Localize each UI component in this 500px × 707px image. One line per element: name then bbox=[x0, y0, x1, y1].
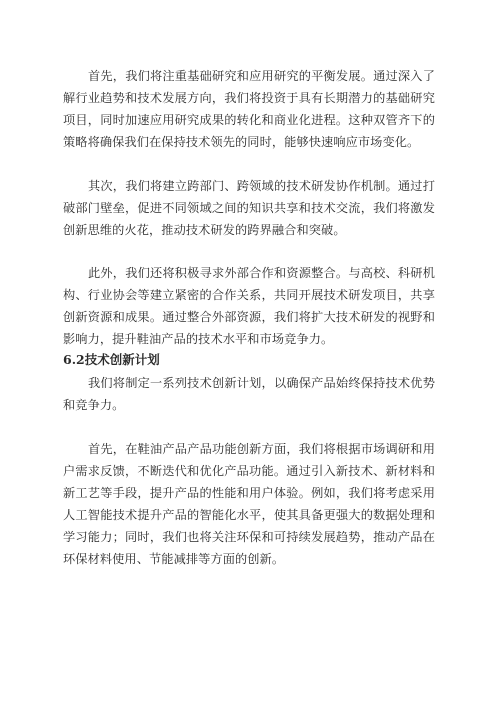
body-paragraph-basic-research: 首先，我们将注重基础研究和应用研究的平衡发展。通过深入了解行业趋势和技术发展方向，我们将投资于具有长期潜力的基础研究项目，同时加速应用研究成果的转化和商业化进程。这种双管齐下的策略将确保我们在保持技术领先的同时，能够快速响应市场变化。 bbox=[63, 69, 435, 149]
body-paragraph-product-function-innovation: 首先，在鞋油产品产品功能创新方面，我们将根据市场调研和用户需求反馈，不断迭代和优化产品功能。通过引入新技术、新材料和新工艺等手段，提升产品的性能和用户体验。例如，我们将考虑采用人工智能技术提升产品的智能化水平，使其具备更强大的数据处理和学习能力；同时，我们也将关注环保和可持续发展趋势，推动产品在环保材料使用、节能减排等方面的创新。 bbox=[63, 442, 435, 566]
body-paragraph-innovation-plan-intro: 我们将制定一系列技术创新计划，以确保产品始终保持技术优势和竞争力。 bbox=[63, 376, 435, 412]
body-paragraph-collaboration: 其次，我们将建立跨部门、跨领域的技术研发协作机制。通过打破部门壁垒，促进不同领域之间的知识共享和技术交流，我们将激发创新思维的火花，推动技术研发的跨界融合和突破。 bbox=[63, 179, 435, 237]
section-heading: 6.2技术创新计划 bbox=[63, 352, 160, 367]
body-paragraph-external-cooperation: 此外，我们还将积极寻求外部合作和资源整合。与高校、科研机构、行业协会等建立紧密的合作关系，共同开展技术研发项目，共享创新资源和成果。通过整合外部资源，我们将扩大技术研发的视野和影响力，提升鞋油产品的技术水平和市场竞争力。 bbox=[63, 266, 435, 346]
